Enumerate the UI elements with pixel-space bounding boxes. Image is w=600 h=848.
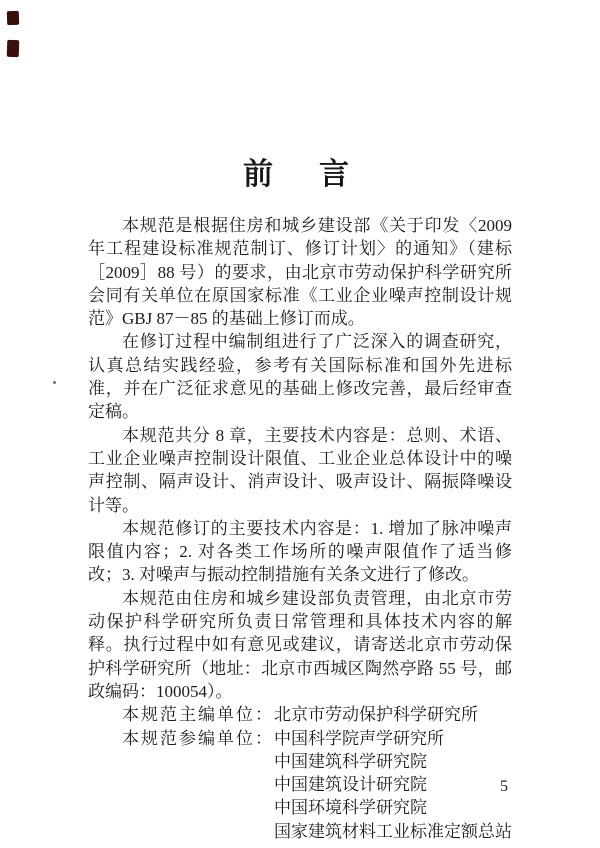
participating-unit-value: 中国科学院声学研究所 bbox=[274, 728, 444, 748]
paragraph-basis: 本规范是根据住房和城乡建设部《关于印发〈2009 年工程建设标准规范制订、修订计划〉的通知》（建标［2009］88 号）的要求，由北京市劳动保护科学研究所会同有关单位在原国家标准《工业企业噪声控制设计规范》GBJ 87－85 的基础上修订而成。 bbox=[88, 216, 512, 329]
participating-unit-value: 中国建筑科学研究院 bbox=[274, 751, 427, 771]
participating-unit-value: 国家建筑材料工业标准定额总站 bbox=[274, 821, 512, 841]
scan-artifact-mark-bottom bbox=[7, 40, 20, 57]
page-number: 5 bbox=[500, 778, 508, 795]
participating-unit-value: 中国环境科学研究院 bbox=[274, 798, 427, 818]
paragraph-revision-process: 在修订过程中编制组进行了广泛深入的调查研究，认真总结实践经验，参考有关国际标准和国外先进标准，并在广泛征求意见的基础上修改完善，最后经审查定稿。 bbox=[88, 332, 512, 422]
chief-editing-unit-value: 北京市劳动保护科学研究所 bbox=[274, 705, 478, 725]
page-title: 前 言 bbox=[243, 158, 357, 191]
body-text bbox=[88, 214, 512, 843]
scan-speck bbox=[53, 381, 56, 384]
chief-editing-unit-label: 本规范主编单位： bbox=[122, 705, 274, 725]
participating-unit-label: 本规范参编单位： bbox=[122, 728, 274, 748]
paragraph-chapters: 本规范共分 8 章，主要技术内容是：总则、术语、工业企业噪声控制设计限值、工业企业总体设计中的噪声控制、隔声设计、消声设计、吸声设计、隔振降噪设计等。 bbox=[88, 425, 512, 515]
participating-unit-row bbox=[88, 727, 512, 750]
paragraph-revised-content: 本规范修订的主要技术内容是：1. 增加了脉冲噪声限值内容；2. 对各类工作场所的噪声限值作了适当修改；3. 对噪声与振动控制措施有关条文进行了修改。 bbox=[88, 518, 512, 585]
scan-artifact-mark-top bbox=[7, 11, 19, 25]
participating-unit-value: 中国建筑设计研究院 bbox=[274, 775, 427, 795]
chief-editing-unit-row bbox=[88, 703, 512, 726]
paragraph-management: 本规范由住房和城乡建设部负责管理，由北京市劳动保护科学研究所负责日常管理和具体技术内容的解释。执行过程中如有意见或建议，请寄送北京市劳动保护科学研究所（地址：北京市西城区陶然亭路 55 号，邮政编码：100054）。 bbox=[88, 588, 512, 701]
